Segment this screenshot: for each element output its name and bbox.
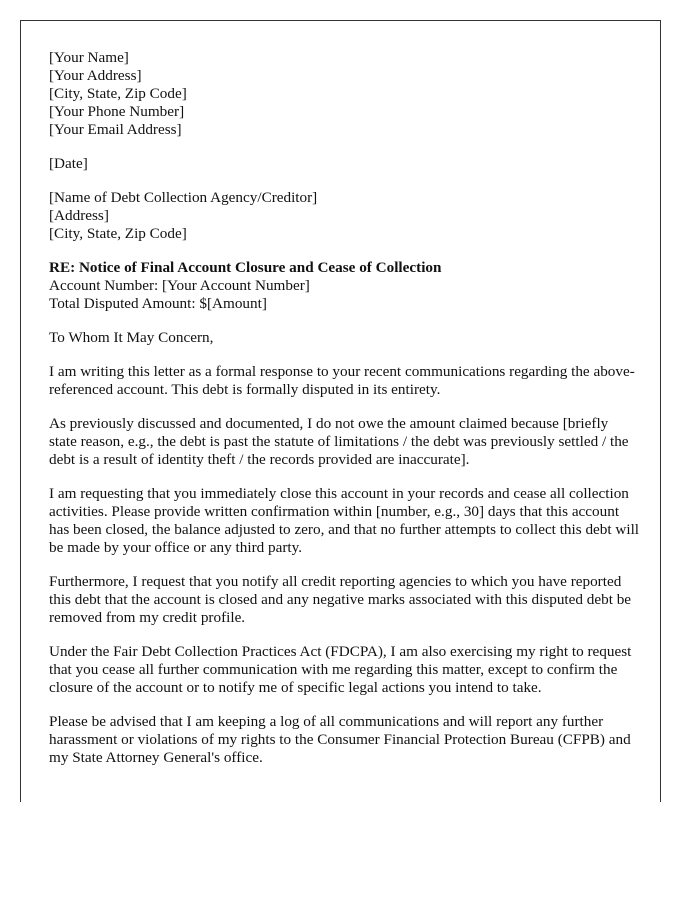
subject-line: RE: Notice of Final Account Closure and Cease of Collection <box>49 259 442 276</box>
salutation: To Whom It May Concern, <box>49 329 214 346</box>
sender-phone: [Your Phone Number] <box>49 103 185 120</box>
disputed-amount: Total Disputed Amount: $[Amount] <box>49 295 267 312</box>
sender-name: [Your Name] <box>49 49 129 66</box>
recipient-city-state-zip: [City, State, Zip Code] <box>49 225 187 242</box>
sender-city-state-zip: [City, State, Zip Code] <box>49 85 187 102</box>
recipient-block <box>49 189 639 243</box>
body-paragraph: I am requesting that you immediately close this account in your records and cease all collection activities. Please provide written confirmation within [number, e.g., 30] days that this account has been closed, the balance adjusted to zero, and that no further attempts to collect this debt will be made by your office or any third party. <box>49 485 640 556</box>
recipient-address: [Address] <box>49 207 109 224</box>
account-number: Account Number: [Your Account Number] <box>49 277 310 294</box>
recipient-name: [Name of Debt Collection Agency/Creditor] <box>49 189 318 206</box>
body-paragraph: As previously discussed and documented, I do not owe the amount claimed because [briefly state reason, e.g., the debt is past the statute of limitations / the debt was previously settled / the debt is a result of identity theft / the records provided are inaccurate]. <box>49 415 629 468</box>
subject-block <box>49 259 639 313</box>
body-paragraph: I am writing this letter as a formal response to your recent communications regarding the above-referenced account. This debt is formally disputed in its entirety. <box>49 363 635 398</box>
letter-date: [Date] <box>49 155 88 172</box>
body-paragraph: Please be advised that I am keeping a log of all communications and will report any further harassment or violations of my rights to the Consumer Financial Protection Bureau (CFPB) and my State Attorney General's office. <box>49 713 631 766</box>
date-block <box>49 155 639 173</box>
body-paragraph: Furthermore, I request that you notify all credit reporting agencies to which you have reported this debt that the account is closed and any negative marks associated with this disputed debt be removed from my credit profile. <box>49 573 632 626</box>
letter-content <box>49 49 639 783</box>
sender-email: [Your Email Address] <box>49 121 182 138</box>
body-paragraph: Under the Fair Debt Collection Practices Act (FDCPA), I am also exercising my right to request that you cease all further communication with me regarding this matter, except to confirm the closure of the account or to notify me of specific legal actions you intend to take. <box>49 643 632 696</box>
letter-page <box>20 20 661 802</box>
sender-block <box>49 49 639 139</box>
sender-address: [Your Address] <box>49 67 142 84</box>
